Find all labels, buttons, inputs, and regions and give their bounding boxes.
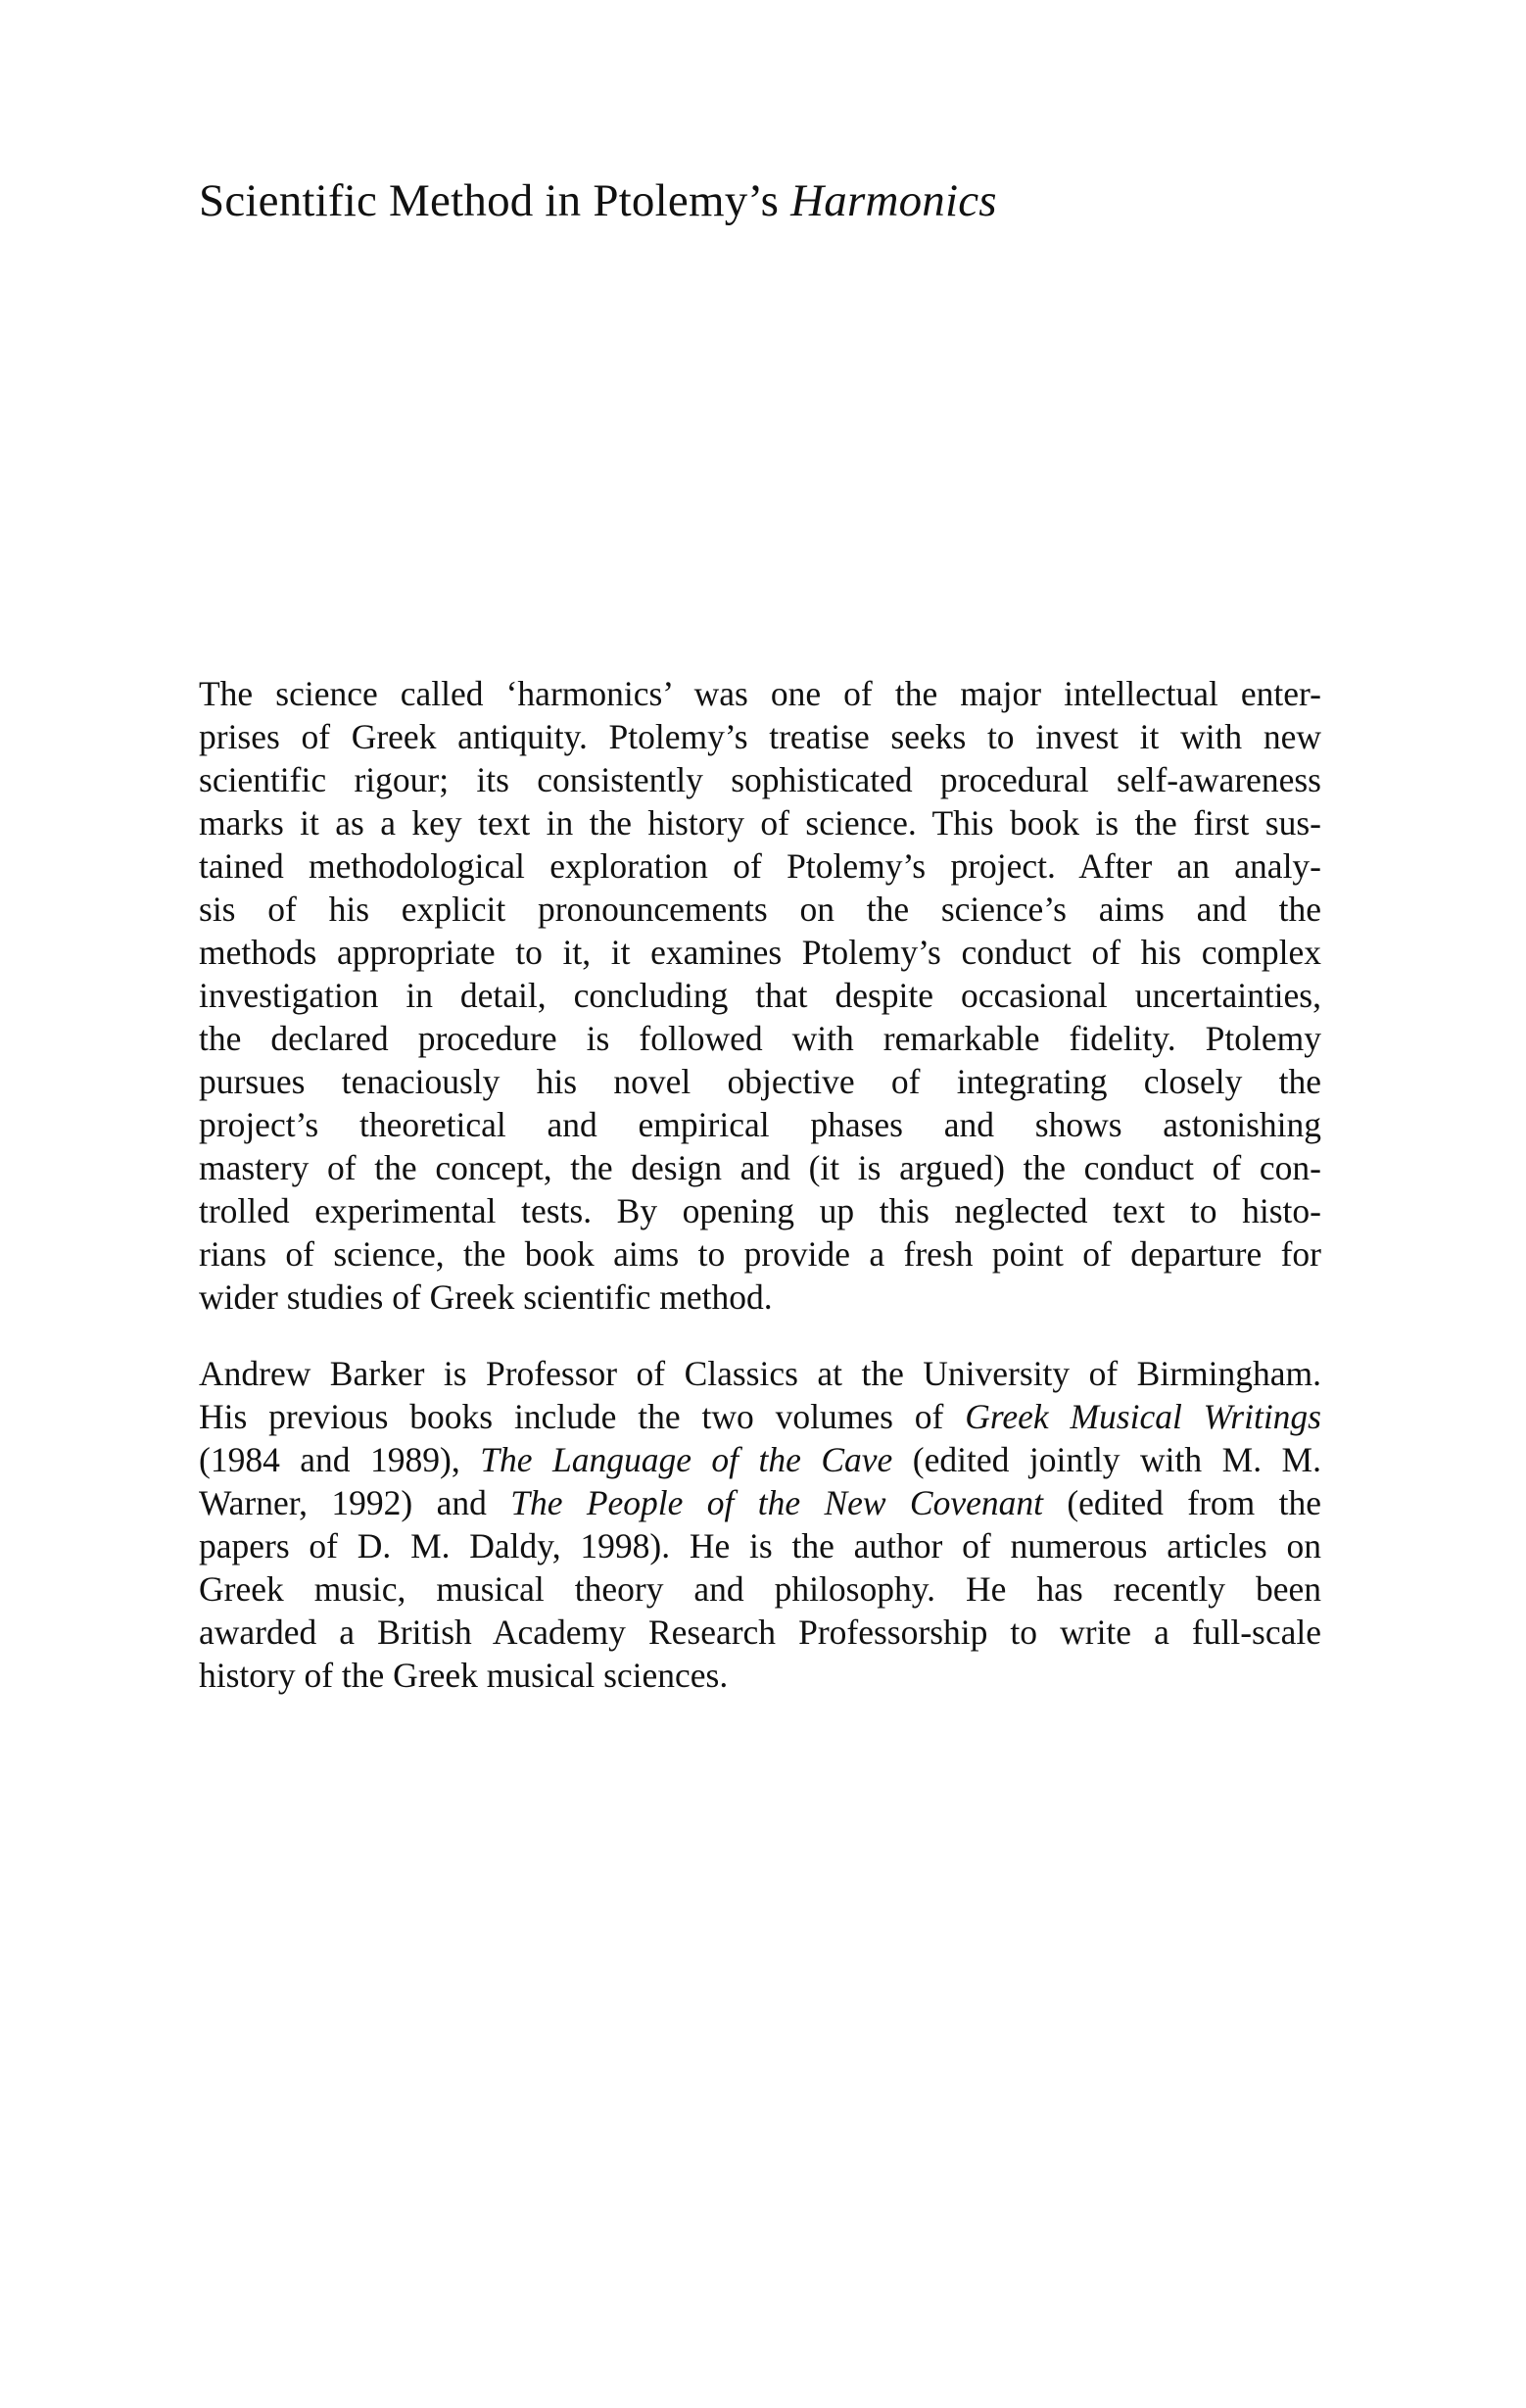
blurb-line: rians of science, the book aims to provide a fresh point of departure for [199,1234,1321,1274]
page-title [199,171,997,230]
bio-line [199,1438,1321,1481]
bio-line: Andrew Barker is Professor of Classics at the University of Birmingham. [199,1354,1321,1393]
bio-text: (1984 and 1989), [199,1440,481,1479]
book-title-language-of-the-cave: The Language of the Cave [480,1440,893,1479]
blurb-line: prises of Greek antiquity. Ptolemy’s treatise seeks to invest it with new [199,717,1321,756]
book-title-greek-musical-writings: Greek Musical Writings [965,1397,1321,1436]
bio-line [199,1481,1321,1524]
blurb-line: methods appropriate to it, it examines Ptolemy’s conduct of his complex [199,933,1321,972]
blurb-line: The science called ‘harmonics’ was one of the major intellectual enter- [199,674,1321,713]
blurb-line: marks it as a key text in the history of science. This book is the first sus- [199,803,1321,843]
bio-line: awarded a British Academy Research Professorship to write a full-scale [199,1613,1321,1652]
blurb-line: the declared procedure is followed with remarkable fidelity. Ptolemy [199,1019,1321,1058]
blurb-line: mastery of the concept, the design and (it is argued) the conduct of con- [199,1148,1321,1187]
blurb-line: pursues tenaciously his novel objective of integrating closely the [199,1062,1321,1101]
title-main: Scientific Method in Ptolemy’s [199,175,791,226]
book-blurb [199,672,1321,1319]
blurb-line: wider studies of Greek scientific method. [199,1277,773,1317]
bio-line [199,1395,1321,1438]
bio-text: Warner, 1992) and [199,1483,511,1522]
bio-text: His previous books include the two volumes of [199,1397,966,1436]
blurb-line: investigation in detail, concluding that despite occasional uncertainties, [199,976,1321,1015]
book-title-people-of-the-new-covenant: The People of the New Covenant [510,1483,1043,1522]
blurb-line: trolled experimental tests. By opening up this neglected text to histo- [199,1191,1321,1230]
title-italic: Harmonics [790,175,997,226]
bio-line: Greek music, musical theory and philosophy. He has recently been [199,1569,1321,1609]
bio-text: (edited jointly with M. M. [892,1440,1321,1479]
bio-line: history of the Greek musical sciences. [199,1656,729,1695]
bio-line: papers of D. M. Daldy, 1998). He is the author of numerous articles on [199,1526,1321,1565]
blurb-line: scientific rigour; its consistently sophisticated procedural self-awareness [199,760,1321,799]
author-bio [199,1352,1321,1697]
blurb-line: sis of his explicit pronouncements on the science’s aims and the [199,890,1321,929]
blurb-line: tained methodological exploration of Ptolemy’s project. After an analy- [199,846,1321,886]
bio-text: (edited from the [1042,1483,1322,1522]
blurb-line: project’s theoretical and empirical phases and shows astonishing [199,1105,1321,1144]
